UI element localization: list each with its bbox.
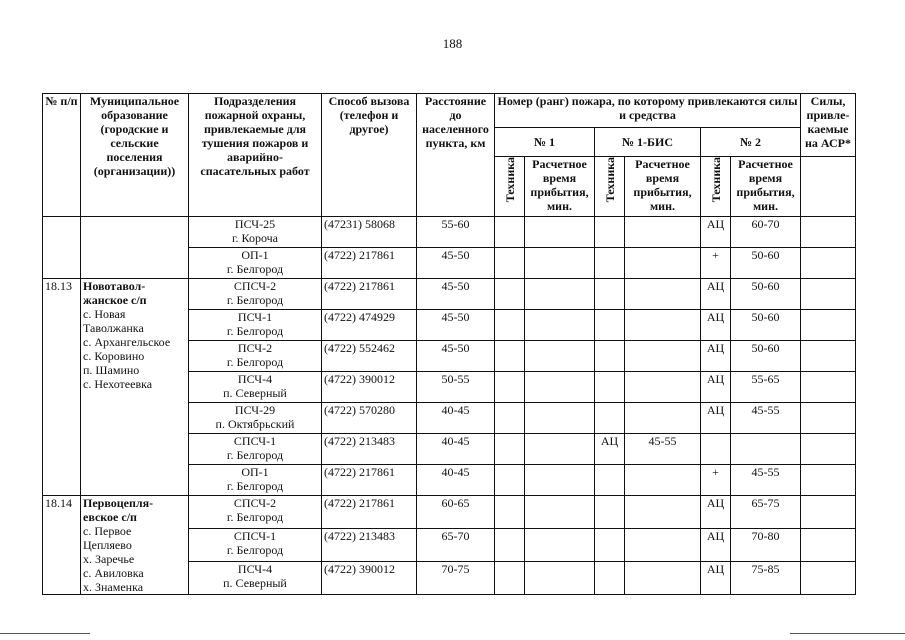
header-distance: Расстояние до населенного пункта, км <box>417 94 495 217</box>
asr-cell <box>801 465 856 496</box>
page-bottom-rule-left <box>0 633 90 634</box>
table-header <box>43 94 856 217</box>
rank1-time-cell <box>525 217 595 248</box>
table-row <box>43 496 856 529</box>
unit-name: СПСЧ-1 <box>233 529 277 543</box>
phone-cell: (4722) 217861 <box>322 465 417 496</box>
unit-name: ПСЧ-4 <box>237 372 273 386</box>
header-asr: Силы, привле-каемые на АСР* <box>801 94 856 157</box>
rank1-tech-cell <box>495 310 525 341</box>
header-tech-1bis: Техника <box>595 157 625 217</box>
rank2-tech-cell: АЦ <box>701 403 731 434</box>
rank1bis-time-cell: 45-55 <box>625 434 701 465</box>
rank1-tech-cell <box>495 217 525 248</box>
unit-location: п. Северный <box>223 386 287 400</box>
rank2-tech-cell <box>701 434 731 465</box>
unit-name: ПСЧ-1 <box>237 310 273 324</box>
distance-cell: 60-65 <box>417 496 495 529</box>
rank2-tech-cell: АЦ <box>701 279 731 310</box>
municipality-line: евское с/п <box>83 510 137 524</box>
rank1bis-time-cell <box>625 248 701 279</box>
rank1-tech-cell <box>495 279 525 310</box>
unit-location: г. Белгород <box>226 479 284 493</box>
unit-location: г. Белгород <box>226 293 284 307</box>
municipality-line: Первоцепля- <box>83 496 154 510</box>
rank1-tech-cell <box>495 434 525 465</box>
rank1-tech-cell <box>495 248 525 279</box>
distance-cell: 45-50 <box>417 310 495 341</box>
rank1-tech-cell <box>495 496 525 529</box>
phone-cell: (4722) 217861 <box>322 496 417 529</box>
municipality-line: п. Шамино <box>83 363 140 377</box>
rank1bis-time-cell <box>625 529 701 562</box>
rank2-time-cell: 55-65 <box>731 372 801 403</box>
rank2-tech-cell: АЦ <box>701 372 731 403</box>
rank1bis-tech-cell <box>595 403 625 434</box>
rank1bis-tech-cell <box>595 310 625 341</box>
header-rank-1bis: № 1-БИС <box>595 128 701 157</box>
asr-cell <box>801 217 856 248</box>
unit-name: ПСЧ-2 <box>237 341 273 355</box>
municipality-line: с. Первое <box>83 524 132 538</box>
rank2-time-cell: 65-75 <box>731 496 801 529</box>
unit-location: п. Северный <box>223 576 287 590</box>
distance-cell: 50-55 <box>417 372 495 403</box>
unit-name: СПСЧ-2 <box>233 496 277 510</box>
unit-location: г. Белгород <box>226 448 284 462</box>
phone-cell: (4722) 570280 <box>322 403 417 434</box>
municipality-line: с. Авиловка <box>83 566 144 580</box>
unit-name: ПСЧ-29 <box>234 403 276 417</box>
group-number <box>43 217 81 279</box>
rank1bis-time-cell <box>625 279 701 310</box>
header-asr-sub <box>801 157 856 217</box>
unit-cell <box>189 562 322 595</box>
rank2-time-cell: 60-70 <box>731 217 801 248</box>
asr-cell <box>801 279 856 310</box>
unit-name: СПСЧ-2 <box>233 279 277 293</box>
unit-cell <box>189 217 322 248</box>
rank2-time-cell: 50-60 <box>731 341 801 372</box>
asr-cell <box>801 529 856 562</box>
rank1bis-tech-cell <box>595 562 625 595</box>
rank2-tech-cell: АЦ <box>701 341 731 372</box>
unit-cell <box>189 341 322 372</box>
rank2-tech-cell: АЦ <box>701 217 731 248</box>
municipality-line: Таволжанка <box>83 321 144 335</box>
rank1-time-cell <box>525 310 595 341</box>
asr-cell <box>801 496 856 529</box>
distance-cell: 70-75 <box>417 562 495 595</box>
table-row <box>43 217 856 248</box>
unit-name: ОП-1 <box>241 465 269 479</box>
municipality-cell <box>81 279 189 496</box>
rank1-tech-cell <box>495 372 525 403</box>
rank2-time-cell: 50-60 <box>731 310 801 341</box>
unit-cell <box>189 310 322 341</box>
distance-cell: 40-45 <box>417 403 495 434</box>
unit-location: г. Белгород <box>226 543 284 557</box>
rank1-tech-cell <box>495 562 525 595</box>
table-body <box>43 217 856 595</box>
header-rank-1: № 1 <box>495 128 595 157</box>
unit-location: г. Белгород <box>226 510 284 524</box>
rank1bis-time-cell <box>625 310 701 341</box>
distance-cell: 45-50 <box>417 341 495 372</box>
unit-cell <box>189 529 322 562</box>
unit-location: г. Белгород <box>226 324 284 338</box>
rank1bis-tech-cell: АЦ <box>595 434 625 465</box>
fire-forces-table <box>42 93 856 595</box>
rank2-tech-cell: + <box>701 248 731 279</box>
phone-cell: (4722) 217861 <box>322 279 417 310</box>
unit-name: ОП-1 <box>241 248 269 262</box>
group-number: 18.13 <box>43 279 81 496</box>
phone-cell: (4722) 552462 <box>322 341 417 372</box>
municipality-cell <box>81 217 189 279</box>
municipality-line: Новотавол- <box>83 279 146 293</box>
rank2-tech-cell: АЦ <box>701 529 731 562</box>
rank1-time-cell <box>525 434 595 465</box>
municipality-line: Цепляево <box>83 538 132 552</box>
header-municipality: Муниципальное образование (городские и сельские поселения (организации)) <box>81 94 189 217</box>
rank1-time-cell <box>525 562 595 595</box>
rank1bis-time-cell <box>625 217 701 248</box>
municipality-line: с. Архангельское <box>83 335 171 349</box>
header-units: Подразделения пожарной охраны, привлекаемые для тушения пожаров и аварийно-спасательных работ <box>189 94 322 217</box>
asr-cell <box>801 372 856 403</box>
unit-cell <box>189 465 322 496</box>
phone-cell: (4722) 474929 <box>322 310 417 341</box>
unit-name: ПСЧ-4 <box>237 562 273 576</box>
rank2-time-cell: 75-85 <box>731 562 801 595</box>
unit-cell <box>189 403 322 434</box>
asr-cell <box>801 310 856 341</box>
rank1bis-tech-cell <box>595 496 625 529</box>
unit-name: ПСЧ-25 <box>234 217 276 231</box>
header-tech-1: Техника <box>495 157 525 217</box>
unit-name: СПСЧ-1 <box>233 434 277 448</box>
rank1-time-cell <box>525 279 595 310</box>
asr-cell <box>801 434 856 465</box>
municipality-line: с. Нехотеевка <box>83 377 153 391</box>
rank2-tech-cell: АЦ <box>701 496 731 529</box>
phone-cell: (4722) 390012 <box>322 372 417 403</box>
rank2-time-cell: 50-60 <box>731 248 801 279</box>
header-rank-group: Номер (ранг) пожара, по которому привлекаются силы и средства <box>495 94 801 128</box>
header-time-2: Расчетное время прибытия, мин. <box>731 157 801 217</box>
header-tech-2: Техника <box>701 157 731 217</box>
unit-cell <box>189 248 322 279</box>
phone-cell: (4722) 213483 <box>322 434 417 465</box>
asr-cell <box>801 248 856 279</box>
distance-cell: 55-60 <box>417 217 495 248</box>
rank2-time-cell: 45-55 <box>731 403 801 434</box>
rank2-time-cell: 45-55 <box>731 465 801 496</box>
rank1-tech-cell <box>495 465 525 496</box>
rank2-time-cell: 50-60 <box>731 279 801 310</box>
unit-cell <box>189 434 322 465</box>
table-row <box>43 279 856 310</box>
rank2-tech-cell: + <box>701 465 731 496</box>
rank2-time-cell <box>731 434 801 465</box>
asr-cell <box>801 403 856 434</box>
page-bottom-rule-right <box>790 633 905 634</box>
rank1bis-tech-cell <box>595 248 625 279</box>
rank1-time-cell <box>525 465 595 496</box>
unit-cell <box>189 279 322 310</box>
municipality-line: х. Знаменка <box>83 580 144 594</box>
rank1bis-tech-cell <box>595 217 625 248</box>
group-number: 18.14 <box>43 496 81 595</box>
phone-cell: (4722) 217861 <box>322 248 417 279</box>
rank1-tech-cell <box>495 341 525 372</box>
header-num: № п/п <box>43 94 81 217</box>
rank1-tech-cell <box>495 529 525 562</box>
header-contact: Способ вызова (телефон и другое) <box>322 94 417 217</box>
asr-cell <box>801 341 856 372</box>
municipality-line: с. Новая <box>83 307 126 321</box>
unit-location: п. Октябрьский <box>215 417 295 431</box>
distance-cell: 40-45 <box>417 465 495 496</box>
phone-cell: (47231) 58068 <box>322 217 417 248</box>
rank1bis-tech-cell <box>595 465 625 496</box>
phone-cell: (4722) 213483 <box>322 529 417 562</box>
rank1bis-tech-cell <box>595 529 625 562</box>
distance-cell: 40-45 <box>417 434 495 465</box>
rank1-time-cell <box>525 341 595 372</box>
rank1-time-cell <box>525 403 595 434</box>
rank1bis-time-cell <box>625 562 701 595</box>
rank1-tech-cell <box>495 403 525 434</box>
unit-cell <box>189 372 322 403</box>
rank1bis-tech-cell <box>595 341 625 372</box>
header-rank-2: № 2 <box>701 128 801 157</box>
rank2-time-cell: 70-80 <box>731 529 801 562</box>
distance-cell: 65-70 <box>417 529 495 562</box>
municipality-line: жанское с/п <box>83 293 147 307</box>
municipality-cell <box>81 496 189 595</box>
municipality-line: х. Заречье <box>83 552 135 566</box>
unit-location: г. Белгород <box>226 262 284 276</box>
rank1bis-time-cell <box>625 403 701 434</box>
rank1-time-cell <box>525 496 595 529</box>
page-number: 188 <box>442 36 463 51</box>
asr-cell <box>801 562 856 595</box>
rank1-time-cell <box>525 248 595 279</box>
unit-location: г. Короча <box>231 231 279 245</box>
unit-location: г. Белгород <box>226 355 284 369</box>
rank1bis-tech-cell <box>595 372 625 403</box>
rank1-time-cell <box>525 372 595 403</box>
distance-cell: 45-50 <box>417 248 495 279</box>
header-time-1: Расчетное время прибытия, мин. <box>525 157 595 217</box>
rank1bis-time-cell <box>625 496 701 529</box>
rank1bis-tech-cell <box>595 279 625 310</box>
phone-cell: (4722) 390012 <box>322 562 417 595</box>
rank1-time-cell <box>525 529 595 562</box>
rank2-tech-cell: АЦ <box>701 562 731 595</box>
rank2-tech-cell: АЦ <box>701 310 731 341</box>
municipality-line: с. Коровино <box>83 349 145 363</box>
distance-cell: 45-50 <box>417 279 495 310</box>
header-time-1bis: Расчетное время прибытия, мин. <box>625 157 701 217</box>
rank1bis-time-cell <box>625 465 701 496</box>
rank1bis-time-cell <box>625 341 701 372</box>
unit-cell <box>189 496 322 529</box>
rank1bis-time-cell <box>625 372 701 403</box>
